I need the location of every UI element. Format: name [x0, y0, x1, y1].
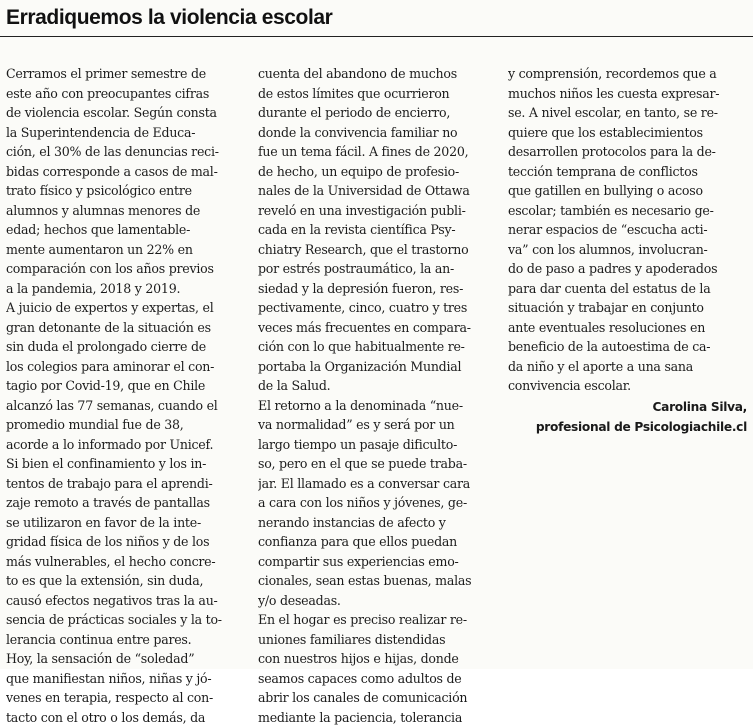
- article-text-line: abrir los canales de comunicación: [258, 688, 491, 708]
- article-text-line: se utilizaron en favor de la inte-: [6, 513, 239, 533]
- article-text-line: nerar espacios de “escucha acti-: [508, 220, 741, 240]
- headline-divider: [0, 36, 753, 37]
- article-text-line: nales de la Universidad de Ottawa: [258, 181, 491, 201]
- article-text-line: confianza para que ellos puedan: [258, 532, 491, 552]
- article-text-line: chiatry Research, que el trastorno: [258, 240, 491, 260]
- article-text-line: A juicio de expertos y expertas, el: [6, 298, 239, 318]
- article-text-line: convivencia escolar.: [508, 376, 741, 396]
- article-column-3: [508, 64, 741, 396]
- article-text-line: so, pero en el que se puede traba-: [258, 454, 491, 474]
- article-text-line: beneficio de la autoestima de ca-: [508, 337, 741, 357]
- article-text-line: va normalidad” es y será por un: [258, 415, 491, 435]
- article-text-line: situación y trabajar en conjunto: [508, 298, 741, 318]
- article-text-line: do de paso a padres y apoderados: [508, 259, 741, 279]
- article-text-line: cionales, sean estas buenas, malas: [258, 571, 491, 591]
- article-text-line: por estrés postraumático, la an-: [258, 259, 491, 279]
- article-text-line: tentos de trabajo para el aprendi-: [6, 474, 239, 494]
- article-text-line: a cara con los niños y jóvenes, ge-: [258, 493, 491, 513]
- article-text-line: y comprensión, recordemos que a: [508, 64, 741, 84]
- article-text-line: portaba la Organización Mundial: [258, 357, 491, 377]
- article-text-line: tagio por Covid-19, que en Chile: [6, 376, 239, 396]
- article-text-line: que gatillen en bullying o acoso: [508, 181, 741, 201]
- author-signature: [536, 398, 747, 437]
- article-text-line: para dar cuenta del estatus de la: [508, 279, 741, 299]
- article-text-line: Hoy, la sensación de “soledad”: [6, 649, 239, 669]
- article-text-line: reveló en una investigación publi-: [258, 201, 491, 221]
- article-column-2: [258, 64, 491, 727]
- article-text-line: desarrollen protocolos para la de-: [508, 142, 741, 162]
- article-text-line: largo tiempo un pasaje dificulto-: [258, 435, 491, 455]
- article-text-line: uniones familiares distendidas: [258, 630, 491, 650]
- article-text-line: mediante la paciencia, tolerancia: [258, 708, 491, 727]
- article-text-line: va” con los alumnos, involucran-: [508, 240, 741, 260]
- article-text-line: trato físico y psicológico entre: [6, 181, 239, 201]
- article-text-line: ción, el 30% de las denuncias reci-: [6, 142, 239, 162]
- article-text-line: promedio mundial fue de 38,: [6, 415, 239, 435]
- article-text-line: tección temprana de conflictos: [508, 162, 741, 182]
- article-text-line: cuenta del abandono de muchos: [258, 64, 491, 84]
- article-text-line: edad; hechos que lamentable-: [6, 220, 239, 240]
- article-text-line: de violencia escolar. Según consta: [6, 103, 239, 123]
- article-text-line: venes en terapia, respecto al con-: [6, 688, 239, 708]
- article-text-line: zaje remoto a través de pantallas: [6, 493, 239, 513]
- article-text-line: que manifiestan niños, niñas y jó-: [6, 669, 239, 689]
- article-text-line: El retorno a la denominada “nue-: [258, 396, 491, 416]
- article-text-line: En el hogar es preciso realizar re-: [258, 610, 491, 630]
- article-text-line: la Superintendencia de Educa-: [6, 123, 239, 143]
- article-text-line: y/o deseadas.: [258, 591, 491, 611]
- article-headline: Erradiquemos la violencia escolar: [6, 4, 332, 32]
- article-text-line: sencia de prácticas sociales y la to-: [6, 610, 239, 630]
- author-name: Carolina Silva,: [536, 398, 747, 418]
- article-text-line: a la pandemia, 2018 y 2019.: [6, 279, 239, 299]
- article-text-line: bidas corresponde a casos de mal-: [6, 162, 239, 182]
- article-text-line: sin duda el prolongado cierre de: [6, 337, 239, 357]
- article-text-line: da niño y el aporte a una sana: [508, 357, 741, 377]
- article-text-line: de la Salud.: [258, 376, 491, 396]
- article-text-line: gran detonante de la situación es: [6, 318, 239, 338]
- article-text-line: comparación con los años previos: [6, 259, 239, 279]
- article-text-line: acorde a lo informado por Unicef.: [6, 435, 239, 455]
- article-text-line: se. A nivel escolar, en tanto, se re-: [508, 103, 741, 123]
- article-text-line: tacto con el otro o los demás, da: [6, 708, 239, 727]
- article-text-line: ante eventuales resoluciones en: [508, 318, 741, 338]
- article-text-line: compartir sus experiencias emo-: [258, 552, 491, 572]
- article-text-line: causó efectos negativos tras la au-: [6, 591, 239, 611]
- article-text-line: cada en la revista científica Psy-: [258, 220, 491, 240]
- article-text-line: este año con preocupantes cifras: [6, 84, 239, 104]
- article-text-line: donde la convivencia familiar no: [258, 123, 491, 143]
- article-text-line: alumnos y alumnas menores de: [6, 201, 239, 221]
- article-text-line: quiere que los establecimientos: [508, 123, 741, 143]
- article-text-line: veces más frecuentes en compara-: [258, 318, 491, 338]
- article-text-line: jar. El llamado es a conversar cara: [258, 474, 491, 494]
- article-text-line: siedad y la depresión fueron, res-: [258, 279, 491, 299]
- article-text-line: nerando instancias de afecto y: [258, 513, 491, 533]
- article-text-line: mente aumentaron un 22% en: [6, 240, 239, 260]
- article-text-line: pectivamente, cinco, cuatro y tres: [258, 298, 491, 318]
- article-column-1: [6, 64, 239, 727]
- article-text-line: fue un tema fácil. A fines de 2020,: [258, 142, 491, 162]
- article-text-line: más vulnerables, el hecho concre-: [6, 552, 239, 572]
- article-text-line: escolar; también es necesario ge-: [508, 201, 741, 221]
- article-text-line: durante el periodo de encierro,: [258, 103, 491, 123]
- article-text-line: con nuestros hijos e hijas, donde: [258, 649, 491, 669]
- article-text-line: Si bien el confinamiento y los in-: [6, 454, 239, 474]
- article-text-line: to es que la extensión, sin duda,: [6, 571, 239, 591]
- article-text-line: de hecho, un equipo de profesio-: [258, 162, 491, 182]
- article-text-line: los colegios para aminorar el con-: [6, 357, 239, 377]
- article-text-line: gridad física de los niños y de los: [6, 532, 239, 552]
- article-text-line: alcanzó las 77 semanas, cuando el: [6, 396, 239, 416]
- article-text-line: seamos capaces como adultos de: [258, 669, 491, 689]
- article-text-line: lerancia continua entre pares.: [6, 630, 239, 650]
- article-text-line: ción con lo que habitualmente re-: [258, 337, 491, 357]
- article-text-line: muchos niños les cuesta expresar-: [508, 84, 741, 104]
- author-role: profesional de Psicologiachile.cl: [536, 418, 747, 438]
- article-text-line: Cerramos el primer semestre de: [6, 64, 239, 84]
- article-text-line: de estos límites que ocurrieron: [258, 84, 491, 104]
